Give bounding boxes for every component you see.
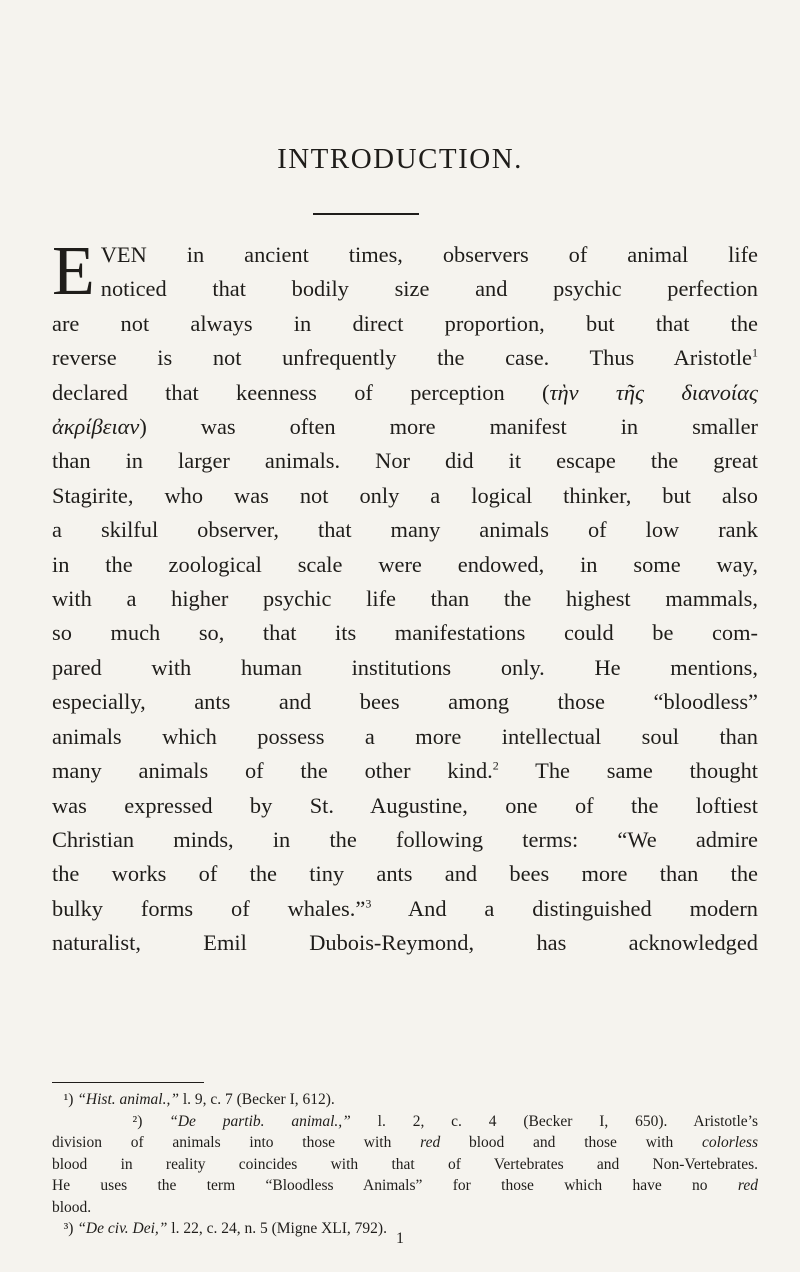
footnote-2-line-3: blood in reality coincides with that of Vertebrates and Non-Vertebrates. xyxy=(52,1155,758,1173)
page-number: 1 xyxy=(396,1230,404,1247)
footnote-2-line-4: He uses the term “Bloodless Animals” for those which have no red xyxy=(52,1177,758,1194)
footnote-ref-3: 3 xyxy=(365,896,372,911)
body-line-11: with a higher psychic life than the highest mammals, xyxy=(52,586,758,612)
body-line-16: many animals of the other kind.$^2$ The same thought xyxy=(52,758,758,784)
footnote-divider xyxy=(52,1082,204,1083)
body-line-5: declared that keenness of perception (τὴν τῆς διανοίας xyxy=(52,379,758,405)
greek-word: ἀκρίβειαν xyxy=(52,414,140,440)
footnote-3: ³) “De civ. Dei,” l. 22, c. 24, n. 5 (Migne XLI, 792). xyxy=(63,1220,387,1237)
footnote-1: ¹) “Hist. animal.,” l. 9, c. 7 (Becker I, 612). xyxy=(63,1091,335,1108)
body-line-2: noticed that bodily size and psychic perfection xyxy=(100,276,758,302)
body-line-8: Stagirite, who was not only a logical thinker, but also xyxy=(52,482,758,508)
body-line-17: was expressed by St. Augustine, one of the loftiest xyxy=(52,792,758,818)
footnote-2: ²) “De partib. animal.,” l. 2, c. 4 (Becker I, 650). Aristotle’s xyxy=(132,1112,759,1130)
body-line-7: than in larger animals. Nor did it escape the great xyxy=(52,448,758,474)
body-line-14: especially, ants and bees among those “bloodless” xyxy=(52,689,758,715)
body-line-6: ἀκρίβειαν) was often more manifest in smaller xyxy=(52,414,758,440)
body-line-1: VEN in ancient times, observers of animal life xyxy=(100,242,758,267)
footnotes xyxy=(52,1089,758,1240)
footnote-ref-1: 1 xyxy=(752,345,758,360)
greek-phrase: τὴν τῆς διανοίας xyxy=(549,379,758,405)
footnote-2-line-5: blood. xyxy=(52,1198,92,1216)
drop-cap: E xyxy=(52,233,95,310)
body-line-19: the works of the tiny ants and bees more than the xyxy=(52,861,758,887)
body-line-15: animals which possess a more intellectual soul than xyxy=(52,723,758,749)
body-line-20: bulky forms of whales.”$^3$ And a distinguished modern xyxy=(52,895,758,921)
footnote-ref-2: 2 xyxy=(492,758,499,773)
body-line-9: a skilful observer, that many animals of low rank xyxy=(52,517,758,543)
title-divider xyxy=(313,213,419,215)
footnote-2-line-2: division of animals into those with red blood and those with colorless xyxy=(52,1134,758,1151)
body-line-3: are not always in direct proportion, but that the xyxy=(52,310,758,336)
body-line-12: so much so, that its manifestations could be com- xyxy=(52,620,758,646)
body-line-13: pared with human institutions only. He mentions, xyxy=(52,654,758,680)
body-line-18: Christian minds, in the following terms: “We admire xyxy=(52,826,758,852)
body-paragraph xyxy=(52,233,758,961)
body-line-21: naturalist, Emil Dubois-Reymond, has acknowledged xyxy=(52,930,758,956)
page-title: INTRODUCTION. xyxy=(277,143,523,175)
body-line-4: reverse is not unfrequently the case. Thus Aristotle$^1$ xyxy=(52,345,758,371)
body-line-10: in the zoological scale were endowed, in some way, xyxy=(52,551,758,577)
